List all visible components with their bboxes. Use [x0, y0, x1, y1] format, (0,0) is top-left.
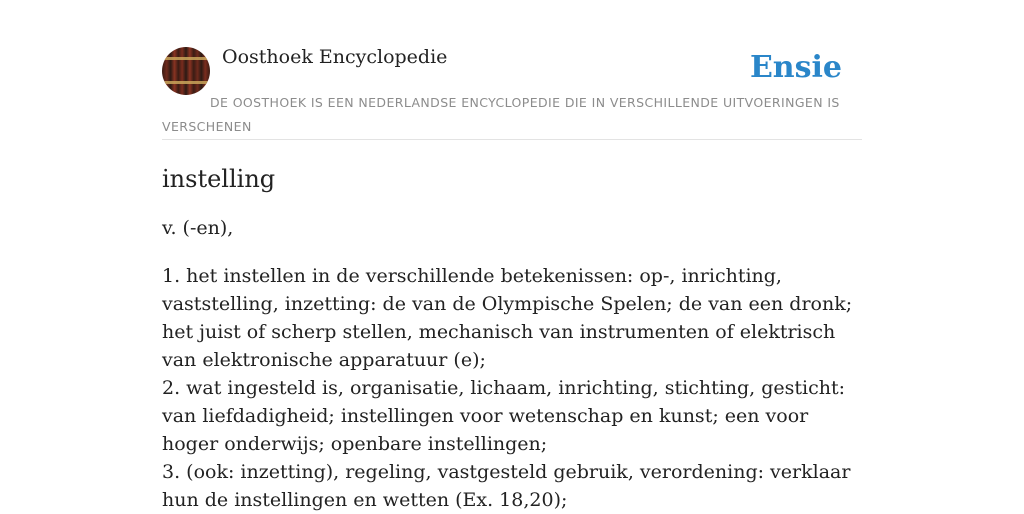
sense-item: 3. (ook: inzetting), regeling, vastgesteld gebruik, verordening: verklaar hun de instellingen en wetten (Ex. 18,20); — [162, 461, 851, 511]
entry-definition — [162, 262, 862, 514]
brand-logo[interactable]: Ensie — [749, 50, 842, 85]
site-name[interactable]: Oosthoek Encyclopedie — [222, 46, 448, 68]
sense-item: 2. wat ingesteld is, organisatie, lichaam, inrichting, stichting, gesticht: van liefdadigheid; instellingen voor wetenschap en kunst; een voor hoger onderwijs; openbare instellingen; — [162, 377, 846, 455]
site-tagline: DE OOSTHOEK IS EEN NEDERLANDSE ENCYCLOPEDIE DIE IN VERSCHILLENDE UITVOERINGEN IS VERSCHENEN — [162, 95, 840, 134]
sense-item: 1. het instellen in de verschillende betekenissen: op-, inrichting, vaststelling, inzetting: de van de Olympische Spelen; de van een dronk; het juist of scherp stellen, mechanisch van instrumenten of elektrisch van elektronische apparatuur (e); — [162, 265, 853, 371]
entry-title: instelling — [162, 165, 276, 193]
site-header — [162, 0, 862, 140]
encyclopedia-avatar[interactable] — [162, 47, 210, 95]
entry-grammar: v. (-en), — [162, 217, 234, 239]
page — [162, 0, 862, 514]
